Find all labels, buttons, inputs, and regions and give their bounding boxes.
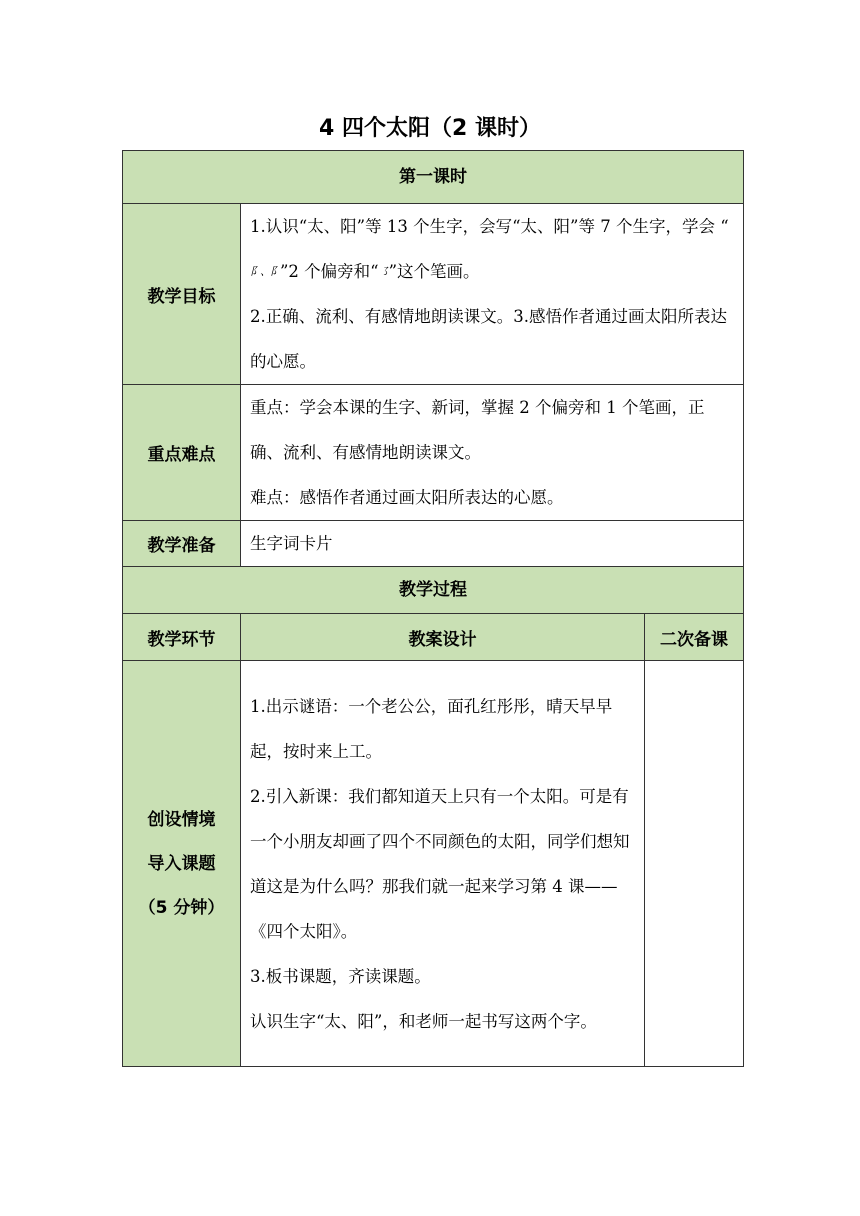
stage-1-step-3: 3.板书课题，齐读课题。: [250, 966, 431, 986]
goals-line-1: 1.认识“太、阳”等 13 个生字，会写“太、阳”等 7 个生字，学会 “阝、阝”2 个偏旁和“㇌”这个笔画。: [250, 204, 735, 294]
stage-1-step-1: 1.出示谜语：一个老公公，面孔红彤彤，晴天早早起，按时来上工。: [250, 696, 613, 761]
preparation-value: 生字词卡片: [241, 521, 744, 567]
key-point-text: 重点：学会本课的生字、新词，掌握 2 个偏旁和 1 个笔画，正确、流利、有感情地朗读课文。: [250, 398, 705, 462]
stage-1-second-prep: [645, 661, 744, 1067]
lesson-one-header: 第一课时: [123, 151, 744, 204]
goals-line-2: 2.正确、流利、有感情地朗读课文。3.感悟作者通过画太阳所表达的心愿。: [250, 307, 727, 371]
column-second-prep-header: 二次备课: [645, 614, 744, 661]
goals-content: [241, 204, 744, 385]
stage-1-step-2: 2.引入新课：我们都知道天上只有一个太阳。可是有一个小朋友却画了四个不同颜色的太阳，同学们想知道这是为什么吗？那我们就一起来学习第 4 课——《四个太阳》。: [250, 786, 630, 941]
column-stage-header: 教学环节: [123, 614, 241, 661]
difficulty-text: 难点：感悟作者通过画太阳所表达的心愿。: [250, 488, 564, 507]
lesson-plan-table: [122, 150, 744, 1067]
stroke-glyph: ㇌: [378, 265, 389, 278]
column-design-header: 教案设计: [241, 614, 645, 661]
key-points-label: 重点难点: [123, 385, 241, 521]
goals-label: 教学目标: [123, 204, 241, 385]
stage-1-design: [241, 661, 645, 1067]
process-header: 教学过程: [123, 567, 744, 614]
radicals-glyph: 阝、阝: [250, 265, 280, 278]
preparation-label: 教学准备: [123, 521, 241, 567]
stage-1-label: 创设情境 导入课题 （5 分钟）: [123, 661, 241, 1067]
stage-1-step-4: 认识生字“太、阳”，和老师一起书写这两个字。: [250, 1011, 597, 1031]
document-title: 4 四个太阳（2 课时）: [319, 116, 541, 141]
key-points-content: [241, 385, 744, 521]
